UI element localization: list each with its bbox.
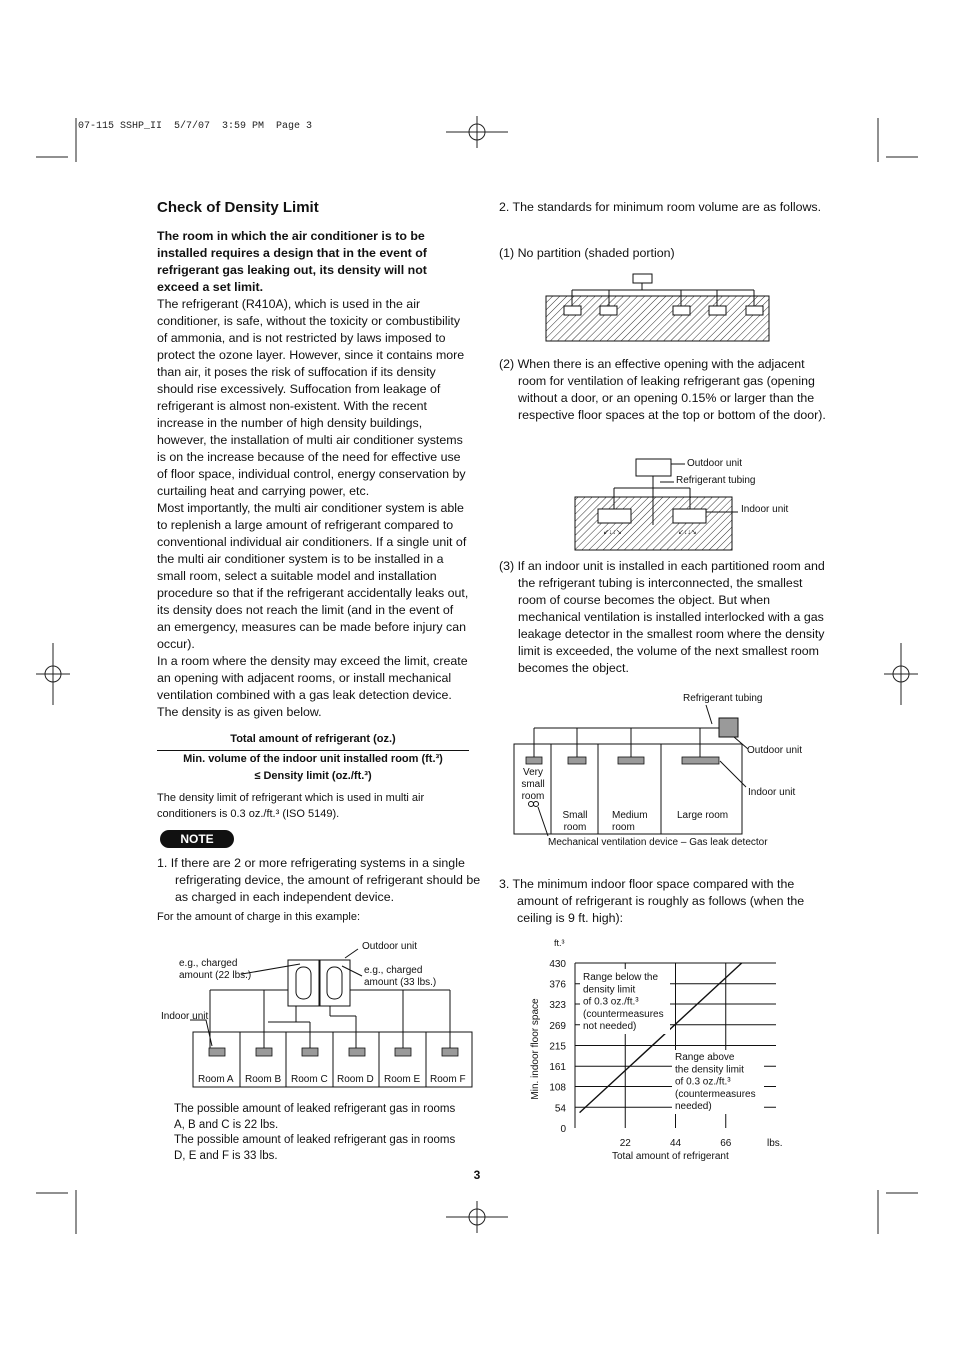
sub-2-text: (2) When there is an effective opening with the adjacent room for ventilation of leaking refrigerant gas (opening without a door, or an opening 0.15% or larger than the respective floor spaces at the top or bottom of the door).	[499, 357, 826, 422]
y-tick-label: 215	[549, 1041, 566, 1053]
paragraph-3: In a room where the density may exceed the limit, create an opening with adjacent rooms, or install mechanical ventilation combined with a gas leak detection device. The density is as given below.	[157, 654, 468, 719]
x-tick-label: 66	[720, 1138, 732, 1149]
room-b-label: Room B	[245, 1074, 282, 1085]
anno-above-line: (countermeasures	[675, 1088, 756, 1100]
d2-outdoor-label: Outdoor unit	[687, 458, 743, 469]
very-small-line: Very	[522, 767, 543, 778]
small-line: room	[563, 822, 587, 833]
anno-below-line: (countermeasures	[583, 1008, 664, 1020]
anno-below-line: of 0.3 oz./ft.³	[583, 996, 639, 1008]
formula-numerator: Total amount of refrigerant (oz.)	[230, 733, 396, 745]
y-tick-label: 161	[549, 1062, 566, 1074]
anno-below-line: Range below the	[583, 972, 659, 983]
note-item-1: 1. If there are 2 or more refrigerating systems in a single refrigerating device, the amount of refrigerant should be as charged in each independent device.	[157, 856, 481, 904]
y-tick-label: 54	[554, 1103, 566, 1115]
sub-1: (1) No partition (shaded portion)	[499, 246, 675, 260]
chart-x-label: Total amount of refrigerant	[612, 1151, 729, 1162]
chart-x-unit: lbs.	[767, 1138, 783, 1149]
y-tick-label: 108	[549, 1082, 566, 1094]
formula-denominator: Min. volume of the indoor unit installed room (ft.³)	[183, 753, 443, 765]
room-a-label: Room A	[198, 1074, 234, 1085]
formula-rhs: ≤ Density limit (oz./ft.³)	[254, 770, 372, 782]
d2-indoor-label: Indoor unit	[741, 504, 789, 515]
y-tick-label: 0	[560, 1124, 566, 1135]
room-d-label: Room D	[337, 1074, 374, 1085]
item-2: 2. The standards for minimum room volume are as follows.	[499, 200, 822, 214]
room-c-label: Room C	[291, 1074, 328, 1085]
page-title: Check of Density Limit	[157, 199, 319, 216]
intro-bold: The room in which the air conditioner is to be installed requires a design that in the event of refrigerant gas leaking out, its density will not exceed a set limit.	[157, 229, 427, 294]
large-room-label: Large room	[677, 810, 729, 821]
ex-outdoor-label: Outdoor unit	[362, 941, 418, 952]
anno-below-line: density limit	[583, 984, 636, 996]
paragraph-2: Most importantly, the multi air conditioner system is able to replenish a large amount of refrigerant compared to conventional individual air conditioners. If a single unit of the multi air conditioner system is to be installed in a small room, select a suitable model and installation procedure so that if the refrigerant accidentally leaks out, its density does not reach the limit (and in the event of an emergency, measures can be made before injury can occur).	[157, 501, 469, 651]
y-tick-label: 323	[549, 1000, 566, 1012]
small-line: Small	[562, 810, 588, 821]
svg-text:↙↓↓↘: ↙↓↓↘	[678, 529, 697, 536]
note-badge: NOTE	[160, 830, 234, 848]
print-header: 07-115 SSHP_II 5/7/07 3:59 PM Page 3	[78, 121, 313, 132]
y-tick-label: 376	[549, 979, 566, 991]
room-e-label: Room E	[384, 1074, 421, 1085]
mech-vent-label: Mechanical ventilation device – Gas leak detector	[548, 837, 768, 848]
density-note: The density limit of refrigerant which is used in multi air conditioners is 0.3 oz./ft.³ (ISO 5149).	[157, 792, 425, 820]
medium-line: room	[612, 822, 635, 833]
chart-y-unit: ft.³	[554, 938, 565, 948]
medium-line: Medium	[612, 810, 648, 821]
x-tick-label: 44	[669, 1138, 682, 1149]
anno-above-line: needed)	[675, 1101, 712, 1113]
page-number: 3	[473, 1168, 481, 1182]
d3-outdoor-label: Outdoor unit	[747, 745, 803, 756]
very-small-line: room	[521, 791, 545, 802]
svg-text:↙↓↓↘: ↙↓↓↘	[603, 529, 622, 536]
room-f-label: Room F	[430, 1074, 466, 1085]
very-small-line: small	[521, 779, 545, 790]
anno-above-line: the density limit	[675, 1064, 744, 1076]
ex-charged-33-label: e.g., charged amount (33 lbs.)	[364, 965, 437, 988]
leak-text-1: The possible amount of leaked refrigerant gas in rooms A, B and C is 22 lbs.	[174, 1103, 456, 1131]
d2-tubing-label: Refrigerant tubing	[676, 475, 756, 486]
anno-below-line: not needed)	[583, 1021, 637, 1033]
leak-text-2: The possible amount of leaked refrigerant gas in rooms D, E and F is 33 lbs.	[174, 1134, 456, 1162]
y-tick-label: 269	[549, 1020, 566, 1032]
d3-tubing-label: Refrigerant tubing	[683, 693, 763, 704]
anno-above-line: Range above	[675, 1052, 735, 1063]
anno-above-line: of 0.3 oz./ft.³	[675, 1076, 731, 1088]
ex-charged-22-label: e.g., charged amount (22 lbs.)	[179, 958, 252, 981]
d3-indoor-label: Indoor unit	[748, 787, 796, 798]
paragraph-1: The refrigerant (R410A), which is used in the air conditioner, is safe, without the toxicity or combustibility of ammonia, and is not restricted by laws imposed to protect the ozone layer. However, since it contains more than air, it poses the risk of suffocation if its density should rise excessively. Suffocation from leakage of refrigerant is almost non-existent. With the recent increase in the number of high density buildings, however, the installation of multi air conditioner systems is on the increase because of the need for effective use of floor space, individual control, energy conservation by curtailing heat and carrying power, etc.	[157, 297, 466, 498]
x-tick-label: 22	[619, 1138, 631, 1149]
item-3: 3. The minimum indoor floor space compared with the amount of refrigerant is roughly as follows (when the ceiling is 9 ft. high):	[499, 877, 805, 925]
ex-indoor-label: Indoor unit	[161, 1011, 209, 1022]
example-caption: For the amount of charge in this example:	[157, 911, 360, 923]
chart-y-label: Min. indoor floor space	[530, 998, 541, 1100]
sub-3-text: (3) If an indoor unit is installed in each partitioned room and the refrigerant tubing is interconnected, the smallest room of course becomes the object. But when mechanical ventilation is installed interlocked with a gas leakage detector in the smallest room where the density limit is exceeded, the volume of the next smallest room becomes the object.	[499, 559, 825, 675]
y-tick-label: 430	[549, 959, 566, 970]
